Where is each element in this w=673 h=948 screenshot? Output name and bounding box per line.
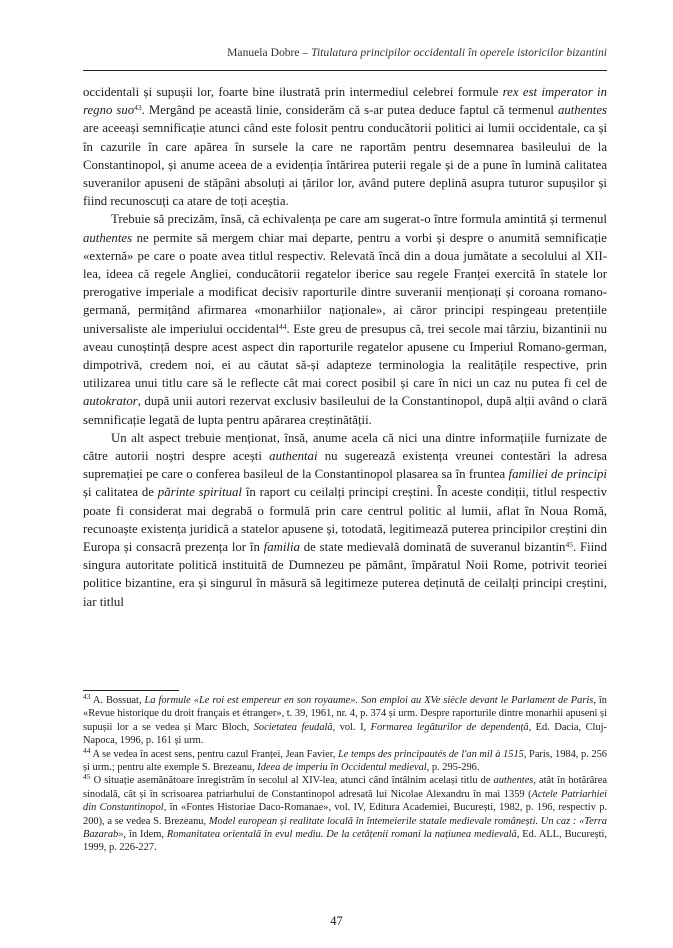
footnote-ref: 45 [565,540,573,550]
main-text [83,83,607,611]
paragraph [83,210,607,428]
footnote-ref: 44 [279,321,287,331]
text-span: , vol. I, [332,721,371,733]
italic-span: Ideea de imperiu în Occidentul medieval [257,762,427,774]
italic-span: La formule «Le roi est empereur en son royaume». Son emploi au XVe siècle devant le Parlament de Paris [144,695,594,706]
italic-span: Formarea legăturilor de dependență [370,721,529,733]
text-span: occidentali și supușii lor, foarte bine ilustrată prin intermediul celebrei formule [83,85,503,99]
text-span: , în Idem, [123,829,167,841]
text-span: , în «Fontes Historiae Daco-Romanae», vol. IV, Editura Academiei, București, 1982, p. 196, respectiv p. 200), a se vedea S. Brezeanu, [83,802,607,827]
text-span: de state medievală dominată de suveranul bizantin [299,540,566,555]
text-span: are aceeași semnificație atunci când este folosit pentru conducătorii politici ai lumii occidentale, ca și în cazurile în care apărea în sursele la care ne raportăm pentru desemnarea basileului de la Constantinopol, și anume aceea de a evidenția întărirea puterii regale și de a pune în lumină calitatea suveranilor apuseni de stăpâni absoluți ai țărilor lor, având putere deplină asupra tuturor supușilor și fiind recunoscuți ca atare de toți aceștia. [83,121,607,209]
text-span: , Ed. Dacia, Cluj-Napoca, 1996, p. 161 și urm. [83,721,607,747]
text-span: , p. 295-296. [426,762,480,774]
italic-span: Model european și realitate locală în întemeierile statale medievale românești. Un caz : «Terra Bazarab» [83,815,607,841]
text-span: A se vedea în acest sens, pentru cazul Franței, Jean Favier, [90,748,339,760]
italic-span: Romanitatea orientală în evul mediu. De la cetățenii romani la națiunea medievală [166,829,517,841]
text-span: , Ed. ALL, București, 1999, p. 226-227. [83,829,607,854]
text-span: nu sugerează existența vreunei contestări la adresa supremației pe care o conferea basileul de la Constantinopol plasarea sa în fruntea [83,449,607,482]
header-title: Titulatura principilor occidentali în operele istoricilor bizantini [311,46,607,59]
header-author: Manuela Dobre – [227,46,312,59]
italic-span: authentes [557,103,607,118]
text-span: , Paris, 1984, p. 256 și urm.; pentru alte exemple S. Brezeanu, [83,748,607,774]
text-span: A. Bossuat, [90,695,145,706]
italic-span: Actele Patriarhiei din Constantinopol [83,788,607,814]
italic-span: autokrator [83,394,138,409]
italic-span: authentai [269,449,318,464]
italic-span: familiei de principi [508,467,607,482]
running-header [0,46,607,59]
italic-span: familia [263,540,300,555]
text-span: ne permite să mergem chiar mai departe, pentru a vorbi și despre o anumită semnificație «externă» pe care o poate avea titlul respectiv. Relevată încă din a doua jumătate a secolului al XII-lea, ideea că regele Angliei, conducătorii regatelor iberice sau regele Franței exercită în statele lor prerogative imperiale a modificat decisiv raporturile dintre suveranii menționați și coroana romano-germană, permițând afirmarea «monarhiilor naționale», ai căror principi respingeau pretențiile universaliste ale imperiului occidental [83,230,607,336]
italic-span: authentes [493,775,534,787]
footnote [83,774,607,854]
footnotes [83,694,607,855]
italic-span: Le temps des principautés de l'an mil à 1515 [338,748,524,760]
text-span: O situație asemănătoare înregistrăm în secolul al XIV-lea, atunci când întâlnim același titlu de [90,775,494,787]
italic-span: rex est imperator in regno suo [83,85,607,118]
paragraph [83,83,607,210]
footnote-ref: 43 [134,103,142,113]
footnote-ref: 44 [83,745,91,755]
footnote [83,745,607,775]
footnote [83,694,607,748]
text-span: , atât în hotărârea sinodală, cât și în scrisoarea patriarhului de Constantinopol adresată lui Nicolae Alexandru în mai 1359 ( [83,775,607,800]
text-span: . Este greu de presupus că, trei secole mai târziu, bizantinii nu aveau cunoștință despre acest aspect din raporturile regatelor apusene cu Imperiul Romano-german, dimpotrivă, credem noi, ei au căutat să-și adapteze terminologia la realitățile respective, prin utilizarea unui titlu care să le reflecte cât mai corect posibil și care în nici un caz nu putea fi cel de [83,321,608,391]
text-span: , după unii autori rezervat exclusiv basileului de la Constantinopol, după alții având o clară semnificație legată de lupta pentru apărarea creștinătății. [83,394,607,427]
text-span: Trebuie să precizăm, însă, că echivalența pe care am sugerat-o între formula amintită și termenul [111,212,607,227]
text-span: , în «Revue historique du droit français et étranger», t. 39, 1961, nr. 4, p. 374 și urm. Despre raporturile dintre monarhii apuseni și supușii lor a se vedea și Marc Bloch, [83,695,607,733]
text-span: . Mergând pe această linie, considerăm că s-ar putea deduce faptul că termenul [141,103,558,118]
text-span: . Fiind singura autoritate politică instituită de Dumnezeu pe pământ, împăratul Noii Rome, potrivit teoriei politice bizantine, era și singurul în măsură să legitimeze puterea deținută de ceilalți principi creștini, iar titlul [83,540,607,609]
text-span: Un alt aspect trebuie menționat, însă, anume acela că nici una dintre informațiile furnizate de către autorii noștri despre acești [83,430,607,464]
text-span: în raport cu ceilalți principi creștini. În aceste condiții, titlul respectiv poate fi considerat mai degrabă o formulă prin care centrul politic al lumii, aflat în Noua Romă, recunoaște existența juridică a statelor apusene și, totodată, legitimează puterea principilor creștini din Europa și consacră prezența lor în [83,485,607,555]
footnote-ref: 45 [83,772,91,782]
header-rule [83,70,607,71]
text-span: și calitatea de [83,485,158,500]
italic-span: authentes [83,230,133,245]
footnote-ref: 43 [83,692,91,701]
paragraph [83,429,607,611]
page-number: 47 [330,914,343,928]
footnote-rule [83,690,179,691]
italic-span: părinte spiritual [157,485,242,500]
italic-span: Societatea feudală [253,721,333,733]
